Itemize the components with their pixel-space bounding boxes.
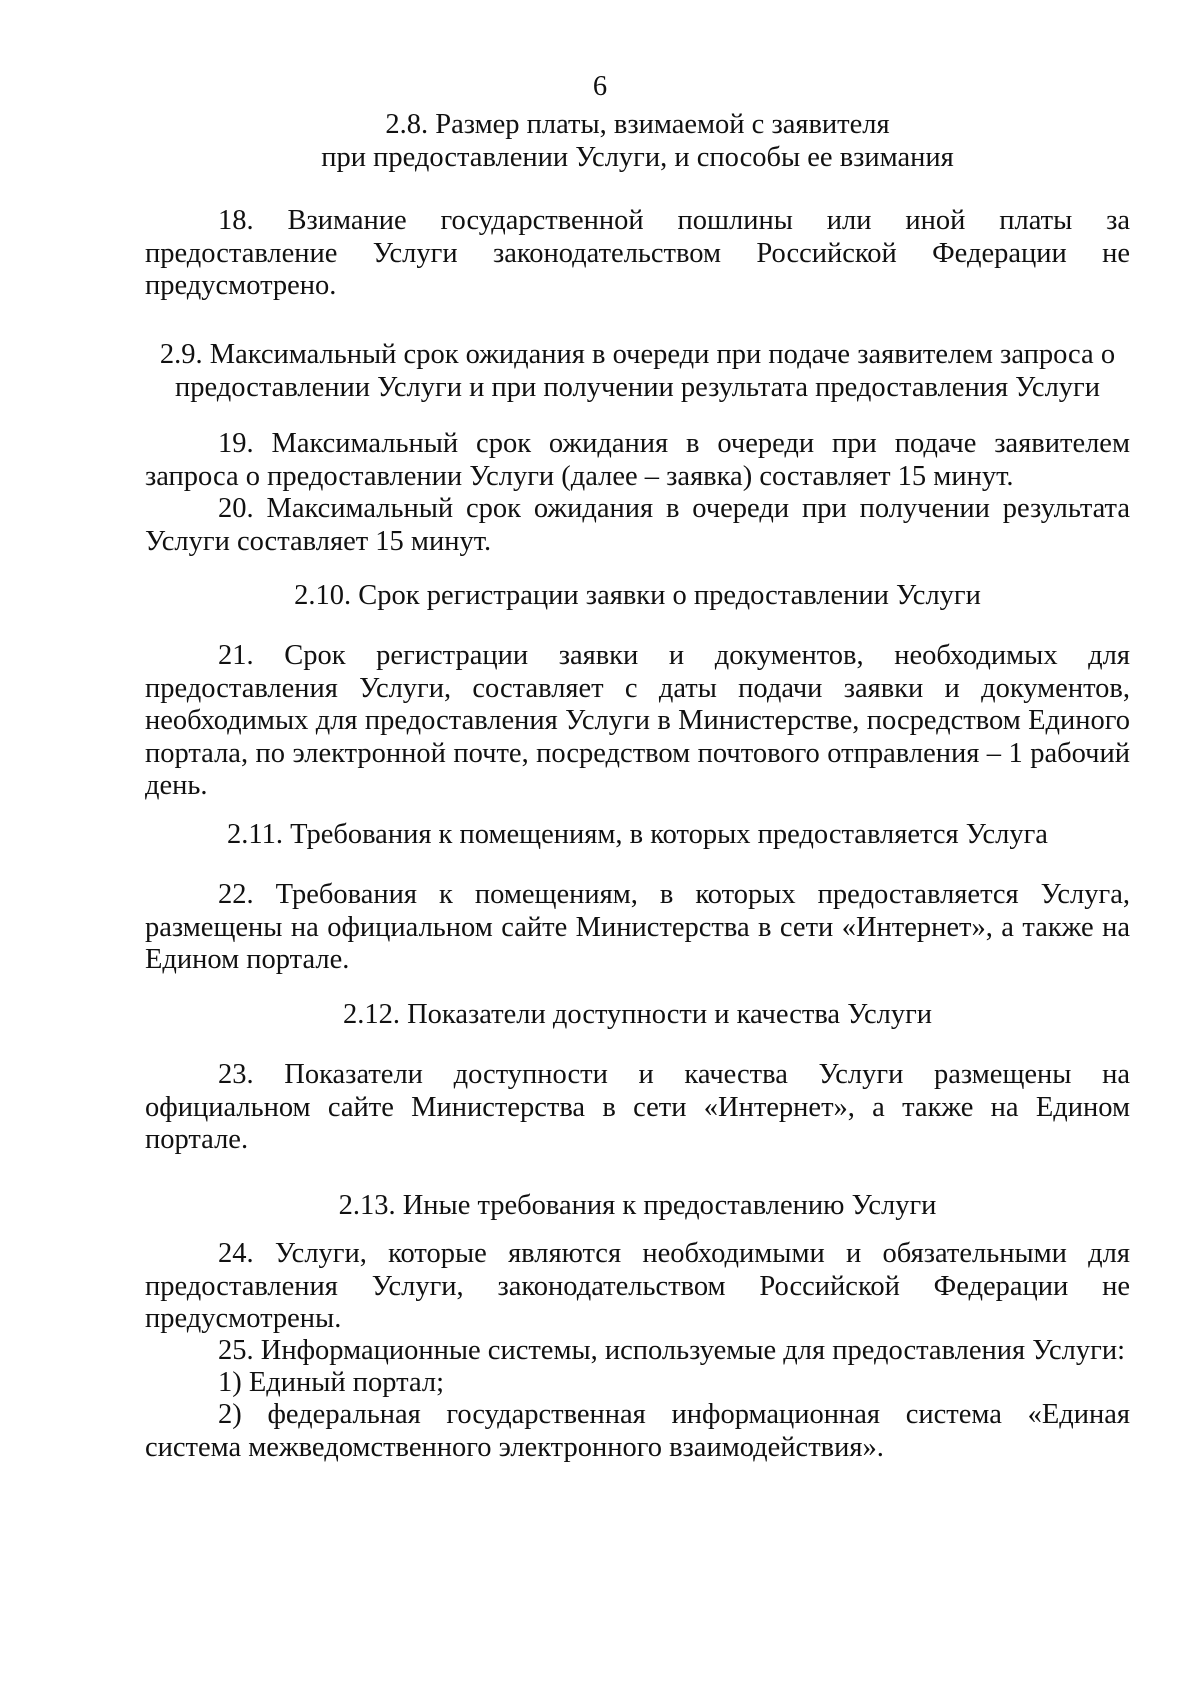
heading-line: 2.11. Требования к помещениям, в которых предоставляется Услуга xyxy=(227,819,1048,850)
paragraph-line: 19. Максимальный срок ожидания в очереди при подаче заявителем xyxy=(218,428,1130,459)
paragraph-20 xyxy=(145,493,1130,558)
paragraph-line: необходимых для предоставления Услуги в Министерстве, посредством Единого xyxy=(145,705,1130,736)
paragraph-line: предоставление Услуги законодательством Российской Федерации не xyxy=(145,237,1130,269)
paragraph-line: 2) федеральная государственная информационная система «Единая xyxy=(218,1399,1130,1430)
paragraph-21 xyxy=(145,640,1130,803)
heading-line: 2.9. Максимальный срок ожидания в очереди при подаче заявителем запроса о xyxy=(159,339,1116,370)
paragraph-line: 25. Информационные системы, используемые для предоставления Услуги: xyxy=(218,1335,1125,1366)
heading-line: предоставлении Услуги и при получении результата предоставления Услуги xyxy=(174,372,1100,403)
list-item-1 xyxy=(145,1367,1130,1400)
paragraph-22 xyxy=(145,879,1130,977)
list-item-2 xyxy=(145,1399,1130,1464)
section-heading-2-8 xyxy=(145,108,1130,174)
paragraph-line: 24. Услуги, которые являются необходимыми и обязательными для xyxy=(218,1238,1130,1269)
heading-line: 2.13. Иные требования к предоставлению Услуги xyxy=(338,1190,937,1221)
paragraph-19 xyxy=(145,428,1130,493)
heading-line: 2.12. Показатели доступности и качества Услуги xyxy=(342,999,933,1030)
paragraph-line: 1) Единый портал; xyxy=(218,1367,445,1398)
paragraph-23 xyxy=(145,1059,1130,1157)
section-heading-2-13 xyxy=(145,1189,1130,1222)
paragraph-line: Услуги составляет 15 минут. xyxy=(145,525,492,557)
page-number: 6 xyxy=(592,71,608,102)
paragraph-25 xyxy=(145,1335,1130,1368)
paragraph-18 xyxy=(145,205,1130,303)
section-heading-2-10 xyxy=(145,579,1130,612)
section-heading-2-12 xyxy=(145,998,1130,1031)
paragraph-line: день. xyxy=(145,770,208,801)
paragraph-line: система межведомственного электронного взаимодействия». xyxy=(145,1431,884,1463)
paragraph-line: предусмотрены. xyxy=(145,1303,342,1334)
paragraph-line: предоставления Услуги, составляет с даты подачи заявки и документов, xyxy=(145,672,1130,704)
paragraph-line: портале. xyxy=(145,1124,249,1155)
paragraph-line: предусмотрено. xyxy=(145,270,337,301)
paragraph-line: 21. Срок регистрации заявки и документов, необходимых для xyxy=(218,640,1130,671)
paragraph-line: предоставления Услуги, законодательством Российской Федерации не xyxy=(145,1270,1130,1302)
section-heading-2-9 xyxy=(145,338,1130,404)
heading-line: 2.8. Размер платы, взимаемой с заявителя xyxy=(385,109,890,140)
paragraph-line: Едином портале. xyxy=(145,944,350,975)
paragraph-line: 20. Максимальный срок ожидания в очереди при получении результата xyxy=(218,493,1130,524)
paragraph-line: портала, по электронной почте, посредством почтового отправления – 1 рабочий xyxy=(145,737,1130,769)
paragraph-line: 22. Требования к помещениям, в которых предоставляется Услуга, xyxy=(218,879,1130,910)
heading-line: при предоставлении Услуги, и способы ее взимания xyxy=(321,142,954,173)
section-heading-2-11 xyxy=(145,818,1130,851)
paragraph-24 xyxy=(145,1238,1130,1336)
paragraph-line: официальном сайте Министерства в сети «Интернет», а также на Едином xyxy=(145,1091,1130,1123)
paragraph-line: запроса о предоставлении Услуги (далее – заявка) составляет 15 минут. xyxy=(145,460,1014,492)
paragraph-line: 23. Показатели доступности и качества Услуги размещены на xyxy=(218,1059,1130,1090)
heading-line: 2.10. Срок регистрации заявки о предоставлении Услуги xyxy=(294,580,981,611)
paragraph-line: 18. Взимание государственной пошлины или иной платы за xyxy=(218,205,1130,236)
paragraph-line: размещены на официальном сайте Министерства в сети «Интернет», а также на xyxy=(145,911,1130,943)
